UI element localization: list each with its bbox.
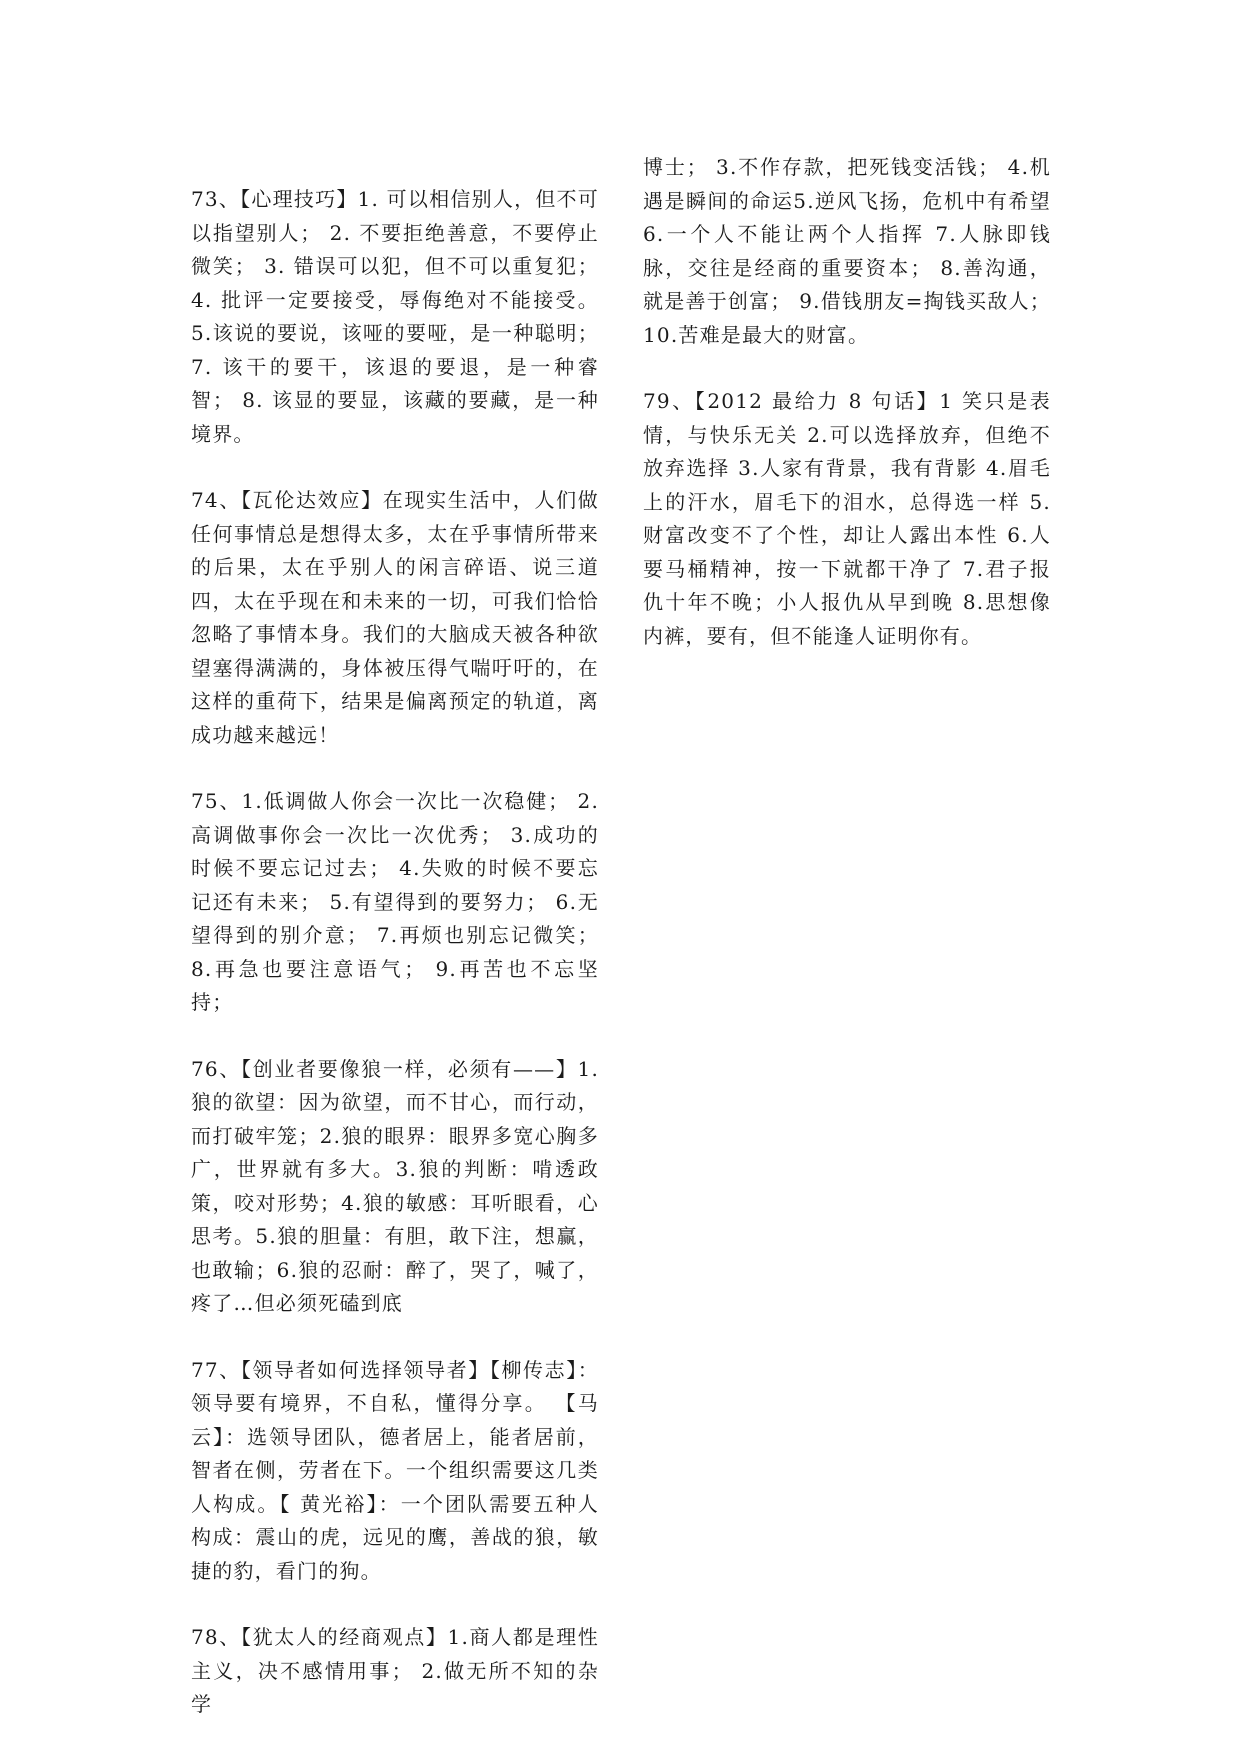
paragraph-79: 79、【2012 最给力 8 句话】1 笑只是表情，与快乐无关 2.可以选择放弃，但绝不放弃选择 3.人家有背景，我有背影 4.眉毛上的汗水，眉毛下的泪水，总得选一样 5.财富改变不了个性，却让人露出本性 6.人要马桶精神，按一下就都干净了 7.君子报仇十年不晚；小人报仇从早到晚 8.思想像内裤，要有，但不能逢人证明你有。 — [643, 389, 1051, 648]
paragraph-75: 75、1.低调做人你会一次比一次稳健； 2.高调做事你会一次比一次优秀； 3.成功的时候不要忘记过去； 4.失败的时候不要忘记还有未来； 5.有望得到的要努力； 6.无望得到的别介意； 7.再烦也别忘记微笑； 8.再急也要注意语气； 9.再苦也不忘坚持； — [191, 789, 607, 1014]
paragraph-73: 73、【心理技巧】1. 可以相信别人，但不可以指望别人； 2. 不要拒绝善意，不要停止微笑； 3. 错误可以犯，但不可以重复犯； 4. 批评一定要接受，辱侮绝对不能接受。5.该说的要说，该哑的要哑，是一种聪明； 7. 该干的要干，该退的要退，是一种睿智； 8. 该显的要显，该藏的要藏，是一种境界。 — [191, 187, 607, 446]
paragraph-74: 74、【瓦伦达效应】在现实生活中，人们做任何事情总是想得太多，太在乎事情所带来的后果，太在乎别人的闲言碎语、说三道四，太在乎现在和未来的一切，可我们恰恰忽略了事情本身。我们的大脑成天被各种欲望塞得满满的，身体被压得气喘吁吁的，在这样的重荷下，结果是偏离预定的轨道，离成功越来越远！ — [191, 488, 599, 747]
right-column — [643, 151, 1059, 686]
paragraph-78: 78、【犹太人的经商观点】1.商人都是理性主义，决不感情用事； 2.做无所不知的杂学 — [191, 1625, 599, 1716]
left-column — [191, 183, 607, 1755]
paragraph-78-continued: 博士； 3.不作存款，把死钱变活钱； 4.机遇是瞬间的命运5.逆风飞扬，危机中有希望6.一个人不能让两个人指挥 7.人脉即钱脉，交往是经商的重要资本； 8.善沟通，就是善于创富； 9.借钱朋友=掏钱买敌人； 10.苦难是最大的财富。 — [643, 155, 1059, 347]
paragraph-77: 77、【领导者如何选择领导者】【柳传志】：领导要有境界，不自私，懂得分享。 【马云】：选领导团队，德者居上，能者居前，智者在侧，劳者在下。一个组织需要这几类人构成。【 黄光裕】：一个团队需要五种人构成：震山的虎，远见的鹰，善战的狼，敏捷的豹，看门的狗。 — [191, 1357, 599, 1583]
paragraph-76: 76、【创业者要像狼一样，必须有——】1.狼的欲望：因为欲望，而不甘心，而行动，而打破牢笼；2.狼的眼界：眼界多宽心胸多广，世界就有多大。3.狼的判断：啃透政策，咬对形势；4.狼的敏感：耳听眼看，心思考。5.狼的胆量：有胆，敢下注，想赢，也敢输；6.狼的忍耐：醉了，哭了，喊了，疼了…但必须死磕到底 — [191, 1056, 599, 1315]
